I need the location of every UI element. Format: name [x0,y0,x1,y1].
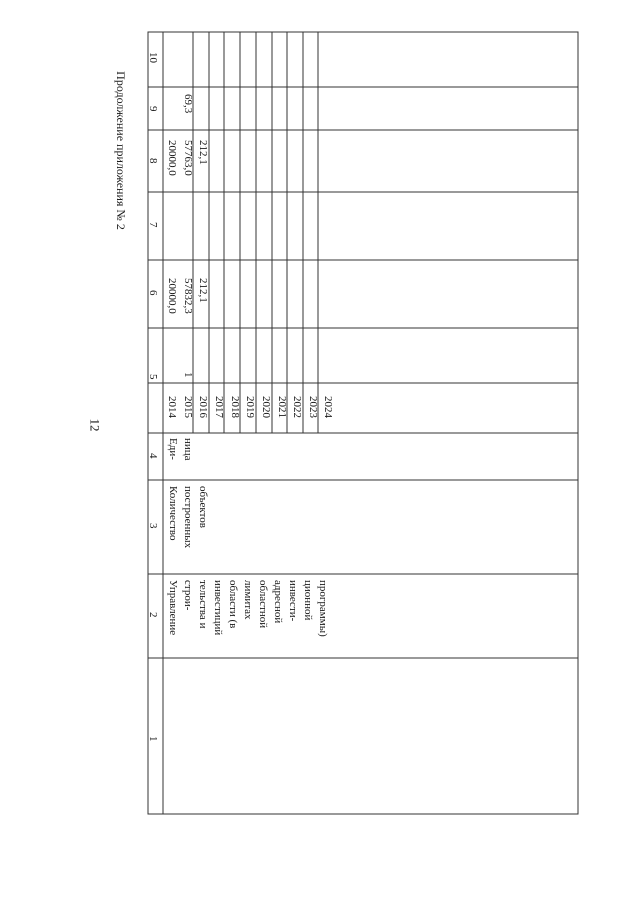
document-page: 12 Продолжение приложения № 2 1 2 3 4 5 6 7 8 9 10 Управление строи- тельства и инвестиций области (в лимитах областной адресной инвести- ционной программы) Количество построенных объектов Еди- ница 2014 2015 2016 2017 2018 2019 2020 2021 2022 2023 2024 1 20000,0 57832,3 212,1 20000,0 57763,0 212,1 69,3 [0,0,640,905]
page-number: 12 [87,418,102,432]
appendix-caption: Продолжение приложения № 2 [113,70,128,230]
